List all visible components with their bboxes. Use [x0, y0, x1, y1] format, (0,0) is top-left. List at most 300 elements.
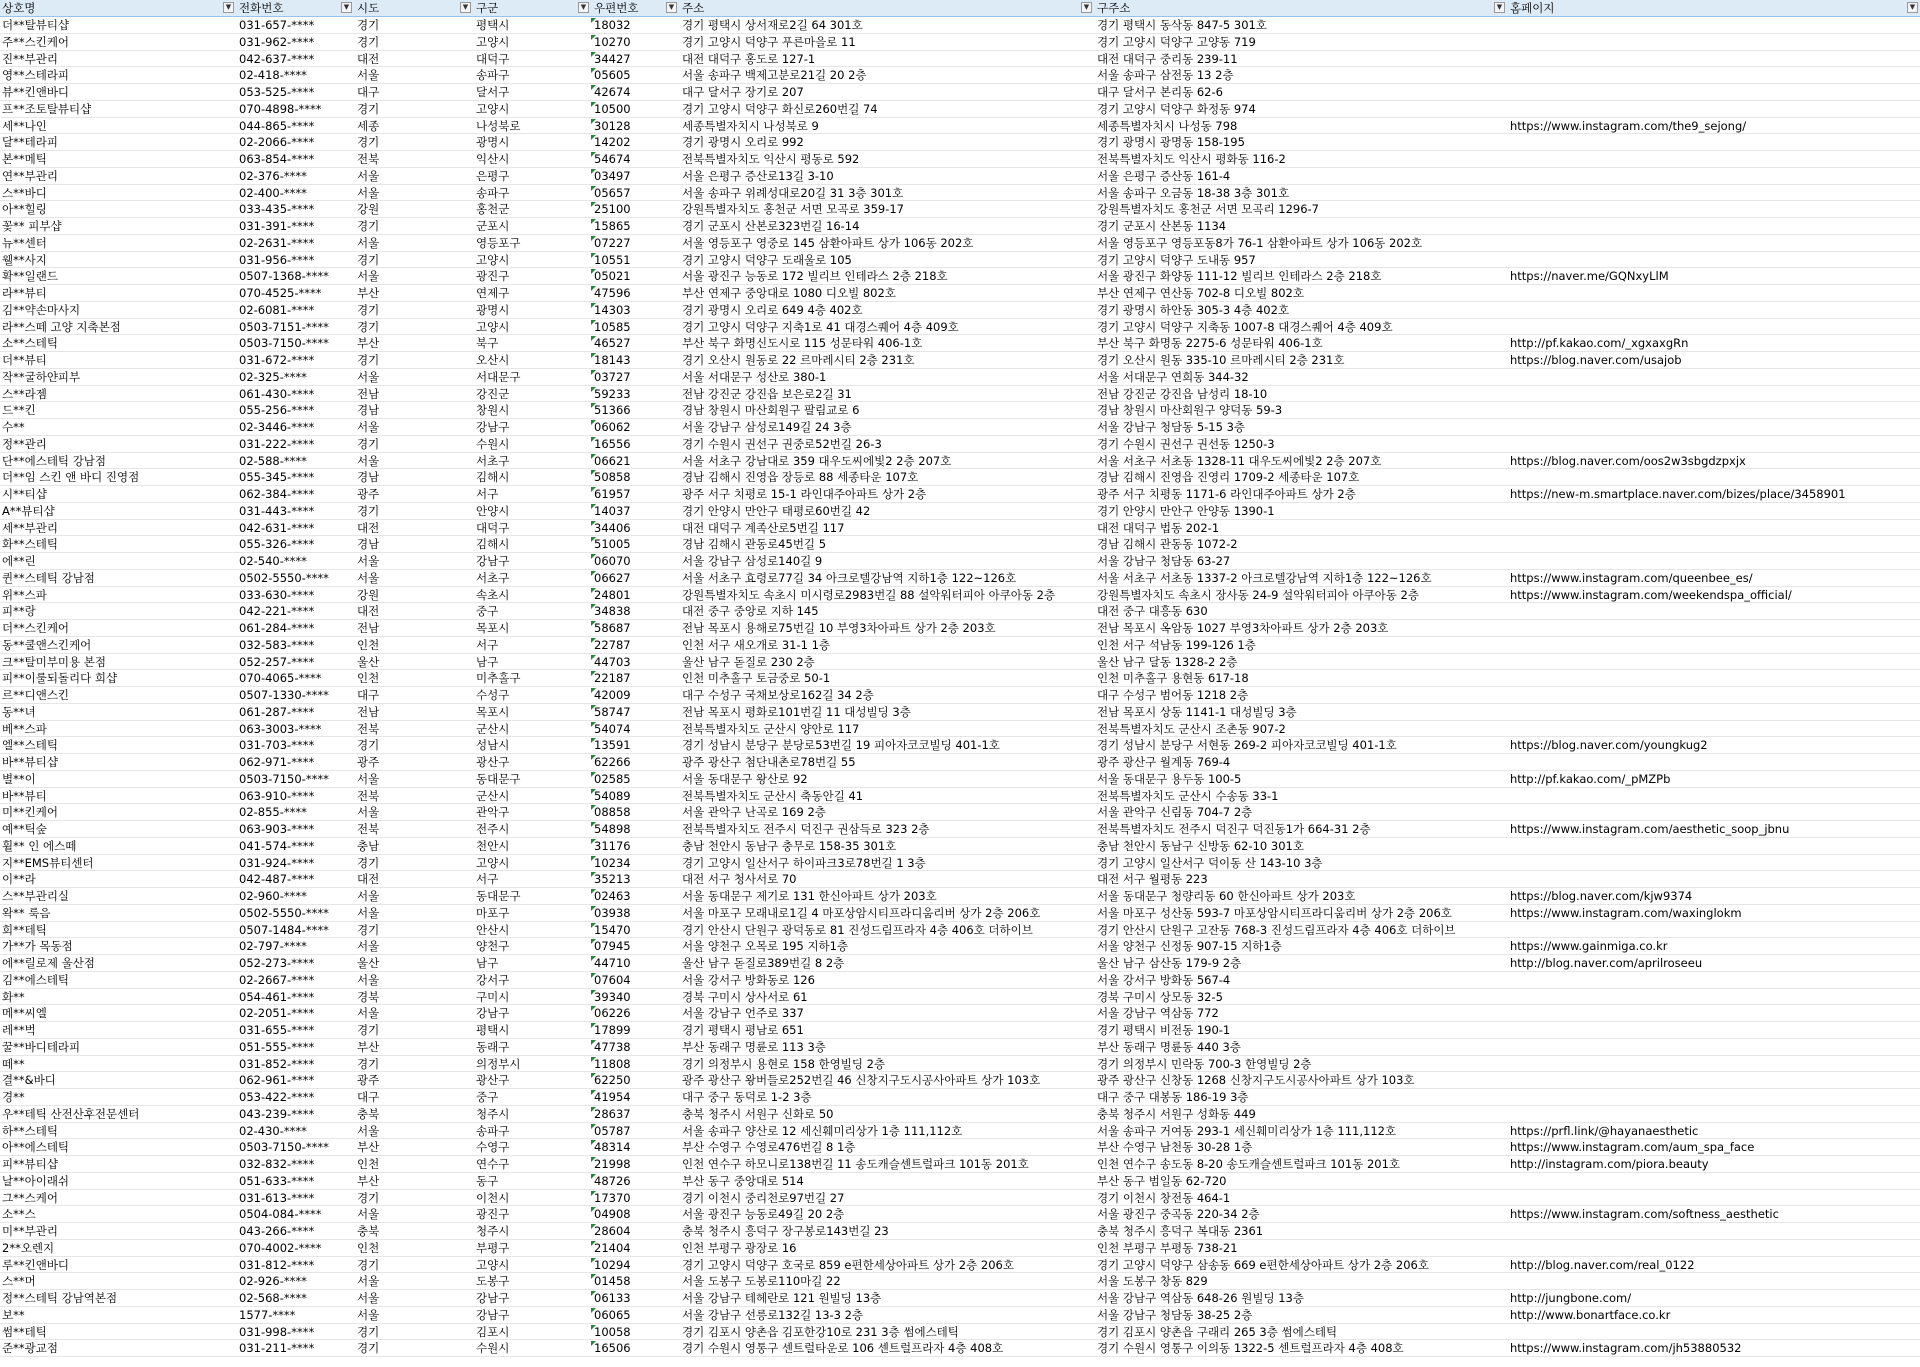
- table-row[interactable]: [0, 84, 1920, 101]
- cell-gugun[interactable]: 중구: [476, 604, 499, 619]
- cell-phone[interactable]: 063-854-****: [239, 152, 315, 166]
- table-row[interactable]: [0, 218, 1920, 235]
- cell-address[interactable]: 경기 수원시 권선구 권중로52번길 26-3: [682, 436, 882, 451]
- cell-zip[interactable]: 58747: [594, 704, 631, 719]
- cell-old-address[interactable]: 경기 김포시 양촌읍 구래리 265 3층 썸에스테틱: [1097, 1324, 1338, 1339]
- cell-address[interactable]: 강원특별자치도 속초시 미시령로2983번길 88 설악워터피아 아쿠아동 2층: [682, 587, 1056, 602]
- cell-gugun[interactable]: 창원시: [476, 403, 510, 418]
- cell-gugun[interactable]: 군산시: [476, 788, 510, 803]
- cell-zip[interactable]: 51005: [594, 537, 631, 552]
- cell-old-address[interactable]: 서울 강남구 역삼동 648-26 원빌딩 13층: [1097, 1291, 1304, 1305]
- cell-zip[interactable]: 39340: [594, 989, 631, 1004]
- cell-old-address[interactable]: 경기 평택시 동삭동 847-5 301호: [1097, 18, 1267, 32]
- cell-homepage[interactable]: http://www.bonartface.co.kr: [1510, 1307, 1671, 1322]
- table-row[interactable]: [0, 201, 1920, 218]
- cell-address[interactable]: 충북 청주시 흥덕구 장구봉로143번길 23: [682, 1224, 889, 1238]
- cell-phone[interactable]: 02-3446-****: [239, 420, 315, 434]
- cell-sido[interactable]: 서울: [357, 168, 380, 183]
- cell-homepage[interactable]: [1508, 84, 1918, 100]
- cell-name[interactable]: 베**스파: [2, 721, 47, 736]
- cell-address[interactable]: 경기 오산시 원동로 22 르마레시티 2층 231호: [682, 353, 915, 367]
- cell-sido[interactable]: 서울: [357, 554, 380, 568]
- cell-old-address[interactable]: 경기 군포시 산본동 1134: [1097, 219, 1227, 233]
- cell-phone[interactable]: 031-956-****: [239, 252, 315, 267]
- cell-phone[interactable]: 032-583-****: [239, 637, 315, 652]
- table-row[interactable]: [0, 1206, 1920, 1223]
- cell-homepage[interactable]: [1508, 1273, 1918, 1289]
- cell-gugun[interactable]: 고양시: [476, 252, 510, 267]
- table-row[interactable]: [0, 1290, 1920, 1307]
- cell-homepage[interactable]: [1508, 603, 1918, 619]
- filter-dropdown-icon[interactable]: ▼: [1907, 2, 1918, 13]
- cell-address[interactable]: 경기 김포시 양촌읍 김포한강10로 231 3층 썸에스테틱: [682, 1324, 959, 1339]
- cell-homepage[interactable]: https://prfl.link/@hayanaesthetic: [1510, 1123, 1699, 1138]
- table-row[interactable]: [0, 503, 1920, 520]
- cell-phone[interactable]: 02-376-****: [239, 168, 307, 183]
- cell-address[interactable]: 전북특별자치도 군산시 양안로 117: [682, 721, 860, 736]
- cell-phone[interactable]: 053-525-****: [239, 85, 315, 99]
- cell-gugun[interactable]: 관악구: [476, 805, 510, 820]
- cell-phone[interactable]: 063-3003-****: [239, 721, 322, 736]
- cell-sido[interactable]: 대구: [357, 688, 380, 702]
- cell-phone[interactable]: 02-797-****: [239, 939, 307, 954]
- cell-homepage[interactable]: [1508, 871, 1918, 887]
- table-row[interactable]: [0, 654, 1920, 671]
- cell-name[interactable]: 정**관리: [2, 436, 47, 451]
- cell-phone[interactable]: 0503-7150-****: [239, 771, 329, 786]
- cell-sido[interactable]: 서울: [357, 1123, 380, 1138]
- table-row[interactable]: [0, 1223, 1920, 1240]
- cell-gugun[interactable]: 북구: [476, 336, 499, 351]
- cell-gugun[interactable]: 강남구: [476, 1006, 510, 1021]
- cell-old-address[interactable]: 전북특별자치도 군산시 조촌동 907-2: [1097, 721, 1286, 736]
- cell-zip[interactable]: 34427: [594, 51, 631, 66]
- cell-homepage[interactable]: [1508, 637, 1918, 653]
- cell-sido[interactable]: 경기: [357, 1190, 380, 1205]
- cell-sido[interactable]: 대전: [357, 872, 380, 887]
- cell-address[interactable]: 부산 동래구 명륜로 113 3층: [682, 1039, 826, 1054]
- cell-name[interactable]: 아**에스테틱: [2, 1140, 70, 1155]
- cell-homepage[interactable]: [1508, 670, 1918, 686]
- cell-gugun[interactable]: 서구: [476, 487, 499, 501]
- cell-zip[interactable]: 28637: [594, 1106, 631, 1121]
- table-row[interactable]: [0, 1089, 1920, 1106]
- cell-zip[interactable]: 41954: [594, 1090, 631, 1104]
- cell-gugun[interactable]: 미추홀구: [476, 671, 521, 686]
- cell-gugun[interactable]: 홍천군: [476, 202, 510, 217]
- cell-name[interactable]: 세**나인: [2, 118, 47, 133]
- cell-old-address[interactable]: 경기 평택시 비전동 190-1: [1097, 1023, 1231, 1037]
- table-row[interactable]: [0, 1039, 1920, 1056]
- cell-name[interactable]: 우**테틱 산전산후전문센터: [2, 1106, 140, 1121]
- cell-address[interactable]: 대전 서구 청사서로 70: [682, 872, 797, 887]
- cell-homepage[interactable]: [1508, 1106, 1918, 1122]
- cell-address[interactable]: 울산 남구 돋질로389번길 8 2층: [682, 956, 845, 970]
- cell-address[interactable]: 서울 강남구 테헤란로 121 원빌딩 13층: [682, 1291, 882, 1305]
- cell-gugun[interactable]: 강남구: [476, 1291, 510, 1305]
- filter-dropdown-icon[interactable]: ▼: [460, 2, 471, 13]
- cell-phone[interactable]: 061-287-****: [239, 704, 315, 719]
- cell-homepage[interactable]: [1508, 369, 1918, 385]
- cell-address[interactable]: 부산 동구 중앙대로 514: [682, 1173, 804, 1188]
- cell-zip[interactable]: 18143: [594, 353, 631, 367]
- cell-old-address[interactable]: 대구 중구 대봉동 186-19 3층: [1097, 1090, 1249, 1104]
- cell-homepage[interactable]: [1508, 536, 1918, 552]
- cell-gugun[interactable]: 동구: [476, 1173, 499, 1188]
- table-row[interactable]: [0, 319, 1920, 336]
- cell-address[interactable]: 경남 김해시 관동로45번길 5: [682, 537, 827, 552]
- cell-homepage[interactable]: https://www.instagram.com/aum_spa_face: [1510, 1140, 1755, 1155]
- cell-sido[interactable]: 인천: [357, 1157, 380, 1171]
- cell-phone[interactable]: 055-326-****: [239, 537, 315, 552]
- cell-old-address[interactable]: 경기 고양시 덕양구 도내동 957: [1097, 252, 1256, 267]
- table-row[interactable]: [0, 570, 1920, 587]
- cell-name[interactable]: A**뷰티샵: [2, 503, 55, 518]
- cell-gugun[interactable]: 대덕구: [476, 520, 510, 535]
- cell-sido[interactable]: 경기: [357, 353, 380, 367]
- table-row[interactable]: [0, 989, 1920, 1006]
- cell-gugun[interactable]: 성남시: [476, 738, 510, 753]
- cell-sido[interactable]: 부산: [357, 286, 380, 300]
- cell-sido[interactable]: 서울: [357, 771, 380, 786]
- cell-old-address[interactable]: 서울 서초구 서초동 1328-11 대우도씨에빛2 2층 207호: [1097, 453, 1382, 468]
- cell-sido[interactable]: 전북: [357, 152, 380, 166]
- cell-old-address[interactable]: 경기 고양시 덕양구 고양동 719: [1097, 34, 1256, 49]
- cell-gugun[interactable]: 남구: [476, 654, 499, 669]
- table-row[interactable]: [0, 151, 1920, 168]
- cell-old-address[interactable]: 서울 송파구 오금동 18-38 3층 301호: [1097, 185, 1290, 200]
- table-row[interactable]: [0, 1173, 1920, 1190]
- cell-name[interactable]: 하**스테틱: [2, 1123, 58, 1138]
- filter-dropdown-icon[interactable]: ▼: [223, 2, 234, 13]
- cell-sido[interactable]: 경기: [357, 1324, 380, 1339]
- cell-zip[interactable]: 16506: [594, 1341, 631, 1356]
- column-header-homepage[interactable]: [1508, 0, 1908, 16]
- cell-phone[interactable]: 0504-084-****: [239, 1207, 322, 1222]
- cell-old-address[interactable]: 서울 마포구 성산동 593-7 마포상암시티프라디움리버 상가 2층 206호: [1097, 905, 1452, 920]
- cell-phone[interactable]: 031-655-****: [239, 1023, 315, 1037]
- cell-gugun[interactable]: 강남구: [476, 554, 510, 568]
- cell-address[interactable]: 경기 안양시 만안구 태평로60번길 42: [682, 503, 871, 518]
- cell-zip[interactable]: 50858: [594, 470, 631, 485]
- cell-homepage[interactable]: http://instagram.com/piora.beauty: [1510, 1157, 1709, 1171]
- cell-gugun[interactable]: 서초구: [476, 570, 510, 585]
- cell-homepage[interactable]: https://www.instagram.com/aesthetic_soop_jbnu: [1510, 822, 1790, 836]
- cell-old-address[interactable]: 강원특별자치도 속초시 장사동 24-9 설악워터피아 아쿠아동 2층: [1097, 587, 1419, 602]
- cell-name[interactable]: 영**스테라피: [2, 68, 70, 83]
- cell-homepage[interactable]: https://blog.naver.com/usajob: [1510, 353, 1682, 367]
- cell-gugun[interactable]: 의정부시: [476, 1056, 521, 1071]
- cell-sido[interactable]: 경기: [357, 1023, 380, 1037]
- cell-gugun[interactable]: 수원시: [476, 436, 510, 451]
- cell-zip[interactable]: 54074: [594, 721, 631, 736]
- cell-old-address[interactable]: 부산 수영구 남천동 30-28 1층: [1097, 1140, 1253, 1155]
- table-row[interactable]: [0, 302, 1920, 319]
- cell-address[interactable]: 서울 마포구 모래내로1길 4 마포상암시티프라디움리버 상가 2층 206호: [682, 905, 1041, 920]
- cell-sido[interactable]: 서울: [357, 185, 380, 200]
- cell-address[interactable]: 대전 대덕구 홍도로 127-1: [682, 51, 816, 66]
- cell-homepage[interactable]: [1508, 185, 1918, 201]
- cell-name[interactable]: 스**머: [2, 1274, 36, 1289]
- cell-old-address[interactable]: 서울 동대문구 용두동 100-5: [1097, 771, 1242, 786]
- cell-gugun[interactable]: 서구: [476, 872, 499, 887]
- cell-zip[interactable]: 10234: [594, 855, 631, 870]
- cell-gugun[interactable]: 강서구: [476, 972, 510, 987]
- cell-zip[interactable]: 06065: [594, 1307, 631, 1322]
- cell-zip[interactable]: 54089: [594, 788, 631, 803]
- cell-gugun[interactable]: 청주시: [476, 1106, 510, 1121]
- cell-sido[interactable]: 경남: [357, 403, 380, 418]
- table-row[interactable]: [0, 821, 1920, 838]
- cell-old-address[interactable]: 전북특별자치도 전주시 덕진구 덕진동1가 664-31 2층: [1097, 822, 1371, 836]
- cell-old-address[interactable]: 대구 달서구 본리동 62-6: [1097, 85, 1223, 99]
- cell-zip[interactable]: 08858: [594, 805, 631, 820]
- cell-homepage[interactable]: https://new-m.smartplace.naver.com/bizes/place/3458901: [1510, 487, 1846, 501]
- cell-address[interactable]: 강원특별자치도 홍천군 서면 모곡로 359-17: [682, 202, 904, 217]
- cell-gugun[interactable]: 고양시: [476, 855, 510, 870]
- cell-phone[interactable]: 02-325-****: [239, 369, 307, 384]
- table-row[interactable]: [0, 402, 1920, 419]
- table-row[interactable]: [0, 888, 1920, 905]
- cell-zip[interactable]: 14303: [594, 302, 631, 317]
- table-row[interactable]: [0, 1139, 1920, 1156]
- cell-zip[interactable]: 46527: [594, 336, 631, 351]
- cell-gugun[interactable]: 달서구: [476, 85, 510, 99]
- cell-name[interactable]: 피**랑: [2, 604, 36, 619]
- cell-phone[interactable]: 02-6081-****: [239, 302, 315, 317]
- cell-old-address[interactable]: 인천 미추홀구 용현동 617-18: [1097, 671, 1249, 686]
- cell-address[interactable]: 부산 북구 화명신도시로 115 성문타워 406-1호: [682, 336, 923, 351]
- cell-zip[interactable]: 17899: [594, 1023, 631, 1037]
- cell-address[interactable]: 경기 광명시 오리로 649 4층 402호: [682, 302, 863, 317]
- cell-sido[interactable]: 경기: [357, 1341, 380, 1356]
- cell-phone[interactable]: 02-568-****: [239, 1291, 307, 1305]
- cell-name[interactable]: 주**스킨케어: [2, 34, 70, 49]
- cell-zip[interactable]: 22787: [594, 637, 631, 652]
- cell-address[interactable]: 서울 서초구 강남대로 359 대우도씨에빛2 2층 207호: [682, 453, 952, 468]
- cell-address[interactable]: 광주 광산구 첨단내촌로78번길 55: [682, 755, 856, 769]
- cell-homepage[interactable]: http://jungbone.com/: [1510, 1291, 1632, 1305]
- cell-name[interactable]: 바**뷰티: [2, 788, 47, 803]
- cell-name[interactable]: 시**티샵: [2, 487, 47, 501]
- cell-sido[interactable]: 울산: [357, 654, 380, 669]
- cell-homepage[interactable]: [1508, 235, 1918, 251]
- cell-zip[interactable]: 05787: [594, 1123, 631, 1138]
- cell-old-address[interactable]: 서울 송파구 삼전동 13 2층: [1097, 68, 1234, 83]
- cell-old-address[interactable]: 서울 서대문구 연희동 344-32: [1097, 369, 1249, 384]
- cell-phone[interactable]: 033-630-****: [239, 587, 315, 602]
- cell-address[interactable]: 전북특별자치도 익산시 평동로 592: [682, 152, 860, 166]
- table-row[interactable]: [0, 637, 1920, 654]
- cell-homepage[interactable]: https://www.gainmiga.co.kr: [1510, 939, 1668, 954]
- cell-old-address[interactable]: 서울 동대문구 청량리동 60 한신아파트 상가 203호: [1097, 889, 1356, 903]
- cell-homepage[interactable]: https://www.instagram.com/waxinglokm: [1510, 905, 1742, 920]
- cell-name[interactable]: 떼**: [2, 1056, 25, 1071]
- cell-sido[interactable]: 경기: [357, 302, 380, 317]
- cell-address[interactable]: 충남 천안시 동남구 충무로 158-35 301호: [682, 838, 897, 853]
- cell-name[interactable]: 꽃** 피부샵: [2, 219, 62, 233]
- cell-homepage[interactable]: [1508, 1022, 1918, 1038]
- cell-zip[interactable]: 06062: [594, 420, 631, 434]
- cell-name[interactable]: 동**쿨앤스킨케어: [2, 637, 92, 652]
- cell-zip[interactable]: 54898: [594, 822, 631, 836]
- cell-name[interactable]: 피**이룰되돌리다 희샵: [2, 671, 118, 686]
- table-row[interactable]: [0, 1324, 1920, 1341]
- cell-sido[interactable]: 전북: [357, 788, 380, 803]
- cell-phone[interactable]: 054-461-****: [239, 989, 315, 1004]
- cell-homepage[interactable]: [1508, 101, 1918, 117]
- cell-address[interactable]: 전남 강진군 강진읍 보은로2길 31: [682, 386, 852, 401]
- cell-name[interactable]: 별**이: [2, 771, 36, 786]
- cell-zip[interactable]: 04908: [594, 1207, 631, 1222]
- cell-phone[interactable]: 051-633-****: [239, 1173, 315, 1188]
- cell-old-address[interactable]: 서울 강남구 청담동 5-15 3층: [1097, 420, 1246, 434]
- cell-zip[interactable]: 62266: [594, 755, 631, 769]
- cell-old-address[interactable]: 강원특별자치도 홍천군 서면 모곡리 1296-7: [1097, 202, 1319, 217]
- cell-old-address[interactable]: 대전 대덕구 중리동 239-11: [1097, 51, 1238, 66]
- cell-phone[interactable]: 02-2066-****: [239, 135, 315, 150]
- cell-zip[interactable]: 24801: [594, 587, 631, 602]
- cell-homepage[interactable]: [1508, 168, 1918, 184]
- cell-old-address[interactable]: 대전 중구 대흥동 630: [1097, 604, 1208, 619]
- cell-address[interactable]: 경기 성남시 분당구 분당로53번길 19 피아자코코빌딩 401-1호: [682, 738, 1000, 753]
- cell-gugun[interactable]: 서구: [476, 637, 499, 652]
- cell-zip[interactable]: 05605: [594, 68, 631, 83]
- cell-homepage[interactable]: [1508, 855, 1918, 871]
- table-row[interactable]: [0, 1022, 1920, 1039]
- cell-homepage[interactable]: [1508, 804, 1918, 820]
- cell-gugun[interactable]: 군산시: [476, 721, 510, 736]
- table-row[interactable]: [0, 1005, 1920, 1022]
- table-row[interactable]: [0, 101, 1920, 118]
- cell-name[interactable]: 연**부관리: [2, 168, 58, 183]
- cell-old-address[interactable]: 충북 청주시 서원구 성화동 449: [1097, 1106, 1256, 1121]
- cell-phone[interactable]: 031-703-****: [239, 738, 315, 753]
- cell-gugun[interactable]: 수성구: [476, 688, 510, 702]
- cell-zip[interactable]: 03497: [594, 168, 631, 183]
- column-header-name[interactable]: [0, 0, 222, 16]
- cell-zip[interactable]: 10500: [594, 101, 631, 116]
- cell-phone[interactable]: 02-588-****: [239, 453, 307, 468]
- cell-gugun[interactable]: 송파구: [476, 185, 510, 200]
- table-row[interactable]: [0, 1072, 1920, 1089]
- table-row[interactable]: [0, 955, 1920, 972]
- cell-phone[interactable]: 031-998-****: [239, 1324, 315, 1339]
- cell-sido[interactable]: 대전: [357, 604, 380, 619]
- cell-address[interactable]: 인천 부평구 광장로 16: [682, 1240, 797, 1255]
- cell-gugun[interactable]: 대덕구: [476, 51, 510, 66]
- cell-sido[interactable]: 충남: [357, 838, 380, 853]
- cell-address[interactable]: 서울 영등포구 영중로 145 삼환아파트 상가 106동 202호: [682, 235, 974, 250]
- table-row[interactable]: [0, 1340, 1920, 1357]
- cell-old-address[interactable]: 충남 천안시 동남구 신방동 62-10 301호: [1097, 838, 1304, 853]
- table-row[interactable]: [0, 704, 1920, 721]
- cell-name[interactable]: 화**: [2, 989, 25, 1004]
- cell-address[interactable]: 서울 송파구 백제고분로21길 20 2층: [682, 68, 867, 83]
- cell-phone[interactable]: 02-2051-****: [239, 1006, 315, 1021]
- cell-sido[interactable]: 경기: [357, 922, 380, 937]
- table-row[interactable]: [0, 285, 1920, 302]
- cell-gugun[interactable]: 은평구: [476, 168, 510, 183]
- cell-name[interactable]: 미**부관리: [2, 1224, 58, 1238]
- cell-zip[interactable]: 14037: [594, 503, 631, 518]
- cell-homepage[interactable]: [1508, 553, 1918, 569]
- cell-address[interactable]: 서울 서초구 효령로77길 34 아크로텔강남역 지하1층 122~126호: [682, 570, 1017, 585]
- cell-zip[interactable]: 13591: [594, 738, 631, 753]
- cell-old-address[interactable]: 서울 광진구 화양동 111-12 빌리브 인테라스 2층 218호: [1097, 269, 1382, 284]
- cell-old-address[interactable]: 인천 서구 석남동 199-126 1층: [1097, 637, 1256, 652]
- cell-homepage[interactable]: [1508, 922, 1918, 938]
- cell-name[interactable]: 위**스파: [2, 587, 47, 602]
- cell-homepage[interactable]: [1508, 319, 1918, 335]
- cell-name[interactable]: 결**&바디: [2, 1073, 56, 1088]
- cell-address[interactable]: 서울 강남구 삼성로140길 9: [682, 554, 823, 568]
- cell-sido[interactable]: 서울: [357, 905, 380, 920]
- cell-phone[interactable]: 02-960-****: [239, 889, 307, 903]
- cell-zip[interactable]: 10270: [594, 34, 631, 49]
- cell-homepage[interactable]: [1508, 788, 1918, 804]
- cell-address[interactable]: 부산 연제구 중앙대로 1080 디오빌 802호: [682, 286, 896, 300]
- cell-name[interactable]: 2**오렌지: [2, 1240, 55, 1255]
- cell-phone[interactable]: 070-4002-****: [239, 1240, 322, 1255]
- cell-gugun[interactable]: 부평구: [476, 1240, 510, 1255]
- cell-name[interactable]: 더**뷰티: [2, 353, 47, 367]
- cell-gugun[interactable]: 서초구: [476, 453, 510, 468]
- cell-gugun[interactable]: 송파구: [476, 68, 510, 83]
- cell-homepage[interactable]: [1508, 34, 1918, 50]
- cell-zip[interactable]: 15470: [594, 922, 631, 937]
- cell-homepage[interactable]: [1508, 419, 1918, 435]
- cell-old-address[interactable]: 경기 안양시 만안구 안양동 1390-1: [1097, 503, 1275, 518]
- cell-zip[interactable]: 15865: [594, 219, 631, 233]
- cell-zip[interactable]: 06226: [594, 1006, 631, 1021]
- cell-zip[interactable]: 22187: [594, 671, 631, 686]
- cell-old-address[interactable]: 경기 이천시 창전동 464-1: [1097, 1190, 1231, 1205]
- cell-gugun[interactable]: 속초시: [476, 587, 510, 602]
- cell-sido[interactable]: 부산: [357, 1140, 380, 1155]
- cell-address[interactable]: 경기 고양시 덕양구 도래울로 105: [682, 252, 852, 267]
- cell-name[interactable]: 진**부관리: [2, 51, 58, 66]
- cell-old-address[interactable]: 경기 오산시 원동 335-10 르마레시티 2층 231호: [1097, 353, 1345, 367]
- cell-old-address[interactable]: 울산 남구 삼산동 179-9 2층: [1097, 956, 1242, 970]
- cell-old-address[interactable]: 서울 영등포구 영등포동8가 76-1 삼환아파트 상가 106동 202호: [1097, 235, 1423, 250]
- cell-homepage[interactable]: [1508, 1072, 1918, 1088]
- cell-zip[interactable]: 42009: [594, 688, 631, 702]
- cell-address[interactable]: 서울 도봉구 도봉로110마길 22: [682, 1274, 841, 1289]
- cell-homepage[interactable]: https://www.instagram.com/the9_sejong/: [1510, 118, 1747, 133]
- cell-phone[interactable]: 031-391-****: [239, 219, 315, 233]
- cell-phone[interactable]: 1577-****: [239, 1307, 296, 1322]
- table-row[interactable]: [0, 352, 1920, 369]
- cell-sido[interactable]: 서울: [357, 1307, 380, 1322]
- cell-zip[interactable]: 51366: [594, 403, 631, 418]
- cell-old-address[interactable]: 경기 성남시 분당구 서현동 269-2 피아자코코빌딩 401-1호: [1097, 738, 1397, 753]
- cell-phone[interactable]: 02-855-****: [239, 805, 307, 820]
- cell-gugun[interactable]: 김해시: [476, 537, 510, 552]
- cell-old-address[interactable]: 대전 서구 월평동 223: [1097, 872, 1208, 887]
- cell-phone[interactable]: 031-443-****: [239, 503, 315, 518]
- cell-zip[interactable]: 16556: [594, 436, 631, 451]
- cell-phone[interactable]: 070-4525-****: [239, 286, 322, 300]
- cell-homepage[interactable]: [1508, 687, 1918, 703]
- cell-sido[interactable]: 광주: [357, 1073, 380, 1088]
- cell-phone[interactable]: 043-239-****: [239, 1106, 315, 1121]
- cell-zip[interactable]: 31176: [594, 838, 631, 853]
- cell-address[interactable]: 부산 수영구 수영로476번길 8 1층: [682, 1140, 856, 1155]
- cell-name[interactable]: 세**부관리: [2, 520, 58, 535]
- cell-address[interactable]: 서울 강서구 방화동로 126: [682, 972, 815, 987]
- cell-address[interactable]: 전남 목포시 용해로75번길 10 부영3차아파트 상가 2층 203호: [682, 621, 996, 635]
